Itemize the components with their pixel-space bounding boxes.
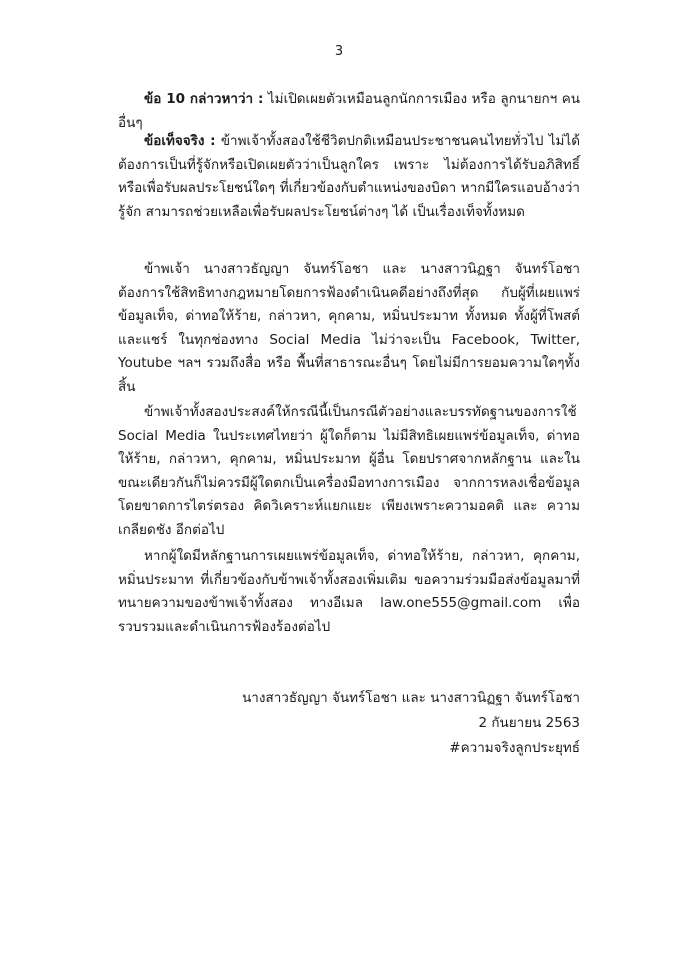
fact-heading: ข้อเท็จจริง : [144,133,216,149]
clause-heading: ข้อ 10 กล่าวหาว่า : [144,91,264,107]
legal-action-paragraph: ข้าพเจ้า นางสาวธัญญา จันทร์โอชา และ นางสาวนิฏฐา จันทร์โอชา ต้องการใช้สิทธิทางกฎหมายโดยการฟ้องดำเนินคดีอย่างถึงที่สุด กับผู้ที่เผยแพร่ข้อมูลเท็จ, ด่าทอให้ร้าย, กล่าวหา, คุกคาม, หมิ่นประมาท ทั้งหมด ทั้งผู้ที่โพสต์และแชร์ ในทุกช่องทาง Social Media ไม่ว่าจะเป็น Facebook, Twitter, Youtube ฯลฯ รวมถึงสื่อ หรือ พื้นที่สาธารณะอื่นๆ โดยไม่มีการยอมความใดๆทั้งสิ้น [118,261,580,395]
signature-hashtag: #ความจริงลูกประยุทธ์ [449,740,580,756]
fact-paragraph [118,130,580,224]
page-number: 3 [334,44,344,59]
evidence-request-paragraph: หากผู้ใดมีหลักฐานการเผยแพร่ข้อมูลเท็จ, ด่าทอให้ร้าย, กล่าวหา, คุกคาม, หมิ่นประมาท ที่เกี่ยวข้องกับข้าพเจ้าทั้งสองเพิ่มเติม ขอความร่วมมือส่งข้อมูลมาที่ทนายความของข้าพเจ้าทั้งสอง ทางอีเมล law.one555@gmail.com เพื่อรวบรวมและดำเนินการฟ้องร้องต่อไป [118,548,580,635]
precedent-paragraph: ข้าพเจ้าทั้งสองประสงค์ให้กรณีนี้เป็นกรณีตัวอย่างและบรรทัดฐานของการใช้ Social Media ในประเทศไทยว่า ผู้ใดก็ตาม ไม่มีสิทธิเผยแพร่ข้อมูลเท็จ, ด่าทอให้ร้าย, กล่าวหา, คุกคาม, หมิ่นประมาท ผู้อื่น โดยปราศจากหลักฐาน และในขณะเดียวกันก็ไม่ควรมีผู้ใดตกเป็นเครื่องมือทางการเมือง จากการหลงเชื่อข้อมูลโดยขาดการไตร่ตรอง คิดวิเคราะห์แยกแยะ เพียงเพราะความอคติ และ ความเกลียดชัง อีกต่อไป [118,404,580,538]
signature-names: นางสาวธัญญา จันทร์โอชา และ นางสาวนิฏฐา จันทร์โอชา [242,690,580,706]
signature-date: 2 กันยายน 2563 [478,715,580,731]
fact-text: ข้าพเจ้าทั้งสองใช้ชีวิตปกติเหมือนประชาชนคนไทยทั่วไป ไม่ได้ต้องการเป็นที่รู้จักหรือเปิดเผยตัวว่าเป็นลูกใคร เพราะ ไม่ต้องการได้รับอภิสิทธิ์หรือเพื่อรับผลประโยชน์ใดๆ ที่เกี่ยวข้องกับตำแหน่งของบิดา หากมีใครแอบอ้างว่ารู้จัก สามารถช่วยเหลือเพื่อรับผลประโยชน์ต่างๆ ได้ เป็นเรื่องเท็จทั้งหมด [118,133,580,220]
clause-text: ไม่เปิดเผยตัวเหมือนลูกนักการเมือง หรือ ลูกนายกฯ คนอื่นๆ [118,91,580,131]
clause-10-paragraph [118,88,580,135]
signature-block [118,686,580,761]
